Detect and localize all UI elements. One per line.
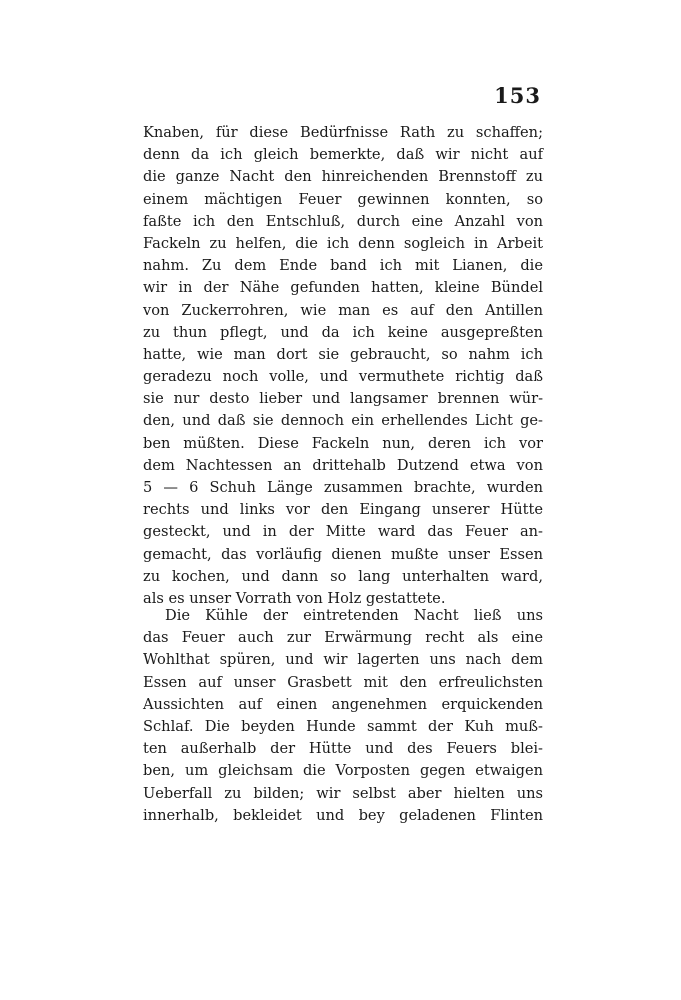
text-line: Die Kühle der eintretenden Nacht ließ uns [165,607,543,624]
text-line: sie nur desto lieber und langsamer brennen wür- [143,390,543,408]
text-line: dem Nachtessen an drittehalb Dutzend etwa von [143,456,543,474]
text-line: die ganze Nacht den hinreichenden Brennstoff zu [143,168,543,186]
text-line: ben müßten. Diese Fackeln nun, deren ich vor [143,434,543,452]
text-line: ten außerhalb der Hütte und des Feuers blei- [143,740,543,758]
page-number: 153 [494,83,541,108]
text-line: Knaben, für diese Bedürfnisse Rath zu schaffen; [143,124,543,141]
text-line: gemacht, das vorläufig dienen mußte unser Essen [143,545,543,563]
text-line: den, und daß sie dennoch ein erhellendes Licht ge- [143,412,543,430]
text-line: hatte, wie man dort sie gebraucht, so nahm ich [143,345,543,363]
paragraph-2 [143,605,543,827]
text-line: Ueberfall zu bilden; wir selbst aber hielten uns [143,784,543,802]
text-line: von Zuckerrohren, wie man es auf den Antillen [143,301,543,319]
text-line: gesteckt, und in der Mitte ward das Feuer an- [143,523,543,541]
text-line: einem mächtigen Feuer gewinnen konnten, so [143,190,543,208]
text-line: zu kochen, und dann so lang unterhalten ward, [143,567,543,585]
text-line: Wohlthat spüren, und wir lagerten uns nach dem [143,651,543,669]
text-line: denn da ich gleich bemerkte, daß wir nicht auf [143,146,543,164]
text-line: Schlaf. Die beyden Hunde sammt der Kuh muß- [143,717,543,735]
text-line: innerhalb, bekleidet und bey geladenen Flinten [143,806,543,824]
text-line: als es unser Vorrath von Holz gestattete. [143,589,446,607]
text-line: geradezu noch volle, und vermuthete richtig daß [143,368,543,386]
paragraph-1 [143,122,543,610]
text-line: 5 — 6 Schuh Länge zusammen brachte, wurden [143,479,543,496]
text-line: rechts und links vor den Eingang unserer Hütte [143,501,543,519]
text-line: Essen auf unser Grasbett mit den erfreulichsten [143,673,543,691]
text-line: Aussichten auf einen angenehmen erquickenden [143,695,543,713]
text-line: Fackeln zu helfen, die ich denn sogleich in Arbeit [143,234,543,252]
text-line: nahm. Zu dem Ende band ich mit Lianen, die [143,257,543,275]
text-line: wir in der Nähe gefunden hatten, kleine Bündel [143,279,543,297]
text-line: ben, um gleichsam die Vorposten gegen etwaigen [143,762,543,780]
text-line: faßte ich den Entschluß, durch eine Anzahl von [143,212,543,230]
text-line: zu thun pflegt, und da ich keine ausgepreßten [143,323,543,341]
text-line: das Feuer auch zur Erwärmung recht als eine [143,629,543,647]
